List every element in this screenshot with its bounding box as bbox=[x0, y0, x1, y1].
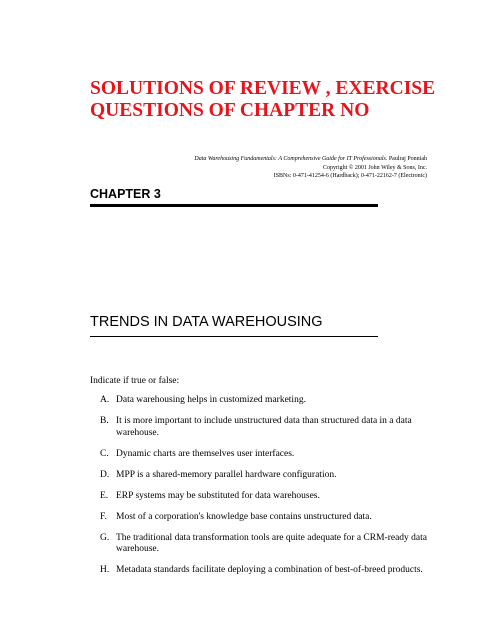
question-letter: E. bbox=[100, 490, 109, 501]
section-divider bbox=[90, 336, 378, 337]
question-text: It is more important to include unstructured data than structured data in a data warehouse. bbox=[116, 416, 412, 438]
question-item bbox=[100, 416, 445, 439]
heading-line-1: SOLUTIONS OF REVIEW , EXERCISE bbox=[90, 78, 436, 99]
copyright-line-1 bbox=[194, 155, 427, 164]
question-list bbox=[100, 395, 445, 586]
question-letter: A. bbox=[100, 395, 110, 405]
question-item bbox=[100, 533, 445, 556]
question-letter: G. bbox=[100, 532, 110, 543]
chapter-label: CHAPTER 3 bbox=[90, 187, 161, 201]
question-text: ERP systems may be substituted for data warehouses. bbox=[116, 490, 320, 501]
heading-line-2: QUESTIONS OF CHAPTER NO bbox=[90, 100, 370, 121]
question-letter: H. bbox=[100, 565, 110, 575]
question-text: Metadata standards facilitate deploying a combination of best-of-breed products. bbox=[116, 565, 423, 575]
question-letter: B. bbox=[100, 416, 109, 426]
section-title: TRENDS IN DATA WAREHOUSING bbox=[90, 314, 323, 330]
question-item bbox=[100, 470, 445, 482]
copyright-line-3: ISBNs: 0-471-41254-6 (Hardback); 0-471-22162-7 (Electronic) bbox=[273, 173, 427, 179]
question-item bbox=[100, 395, 445, 407]
book-author: Paulraj Ponniah bbox=[387, 156, 427, 162]
document-heading bbox=[90, 78, 470, 122]
question-item bbox=[100, 512, 445, 524]
question-letter: C. bbox=[100, 448, 109, 459]
question-letter: F. bbox=[100, 511, 107, 522]
question-item bbox=[100, 449, 445, 461]
question-text: MPP is a shared-memory parallel hardware configuration. bbox=[116, 469, 337, 480]
copyright-line-2: Copyright © 2001 John Wiley & Sons, Inc. bbox=[322, 164, 427, 171]
question-item bbox=[100, 565, 445, 577]
question-item bbox=[100, 491, 445, 503]
question-text: Data warehousing helps in customized marketing. bbox=[116, 395, 306, 405]
question-text: The traditional data transformation tools are quite adequate for a CRM-ready data warehouse. bbox=[116, 532, 428, 554]
chapter-divider bbox=[90, 204, 378, 207]
question-letter: D. bbox=[100, 469, 110, 480]
question-intro: Indicate if true or false: bbox=[90, 376, 180, 386]
copyright-notice bbox=[194, 155, 427, 181]
question-text: Dynamic charts are themselves user interfaces. bbox=[116, 448, 295, 459]
book-title: Data Warehousing Fundamentals: A Comprehensive Guide for IT Professionals. bbox=[194, 156, 388, 162]
question-text: Most of a corporation's knowledge base contains unstructured data. bbox=[116, 511, 372, 522]
